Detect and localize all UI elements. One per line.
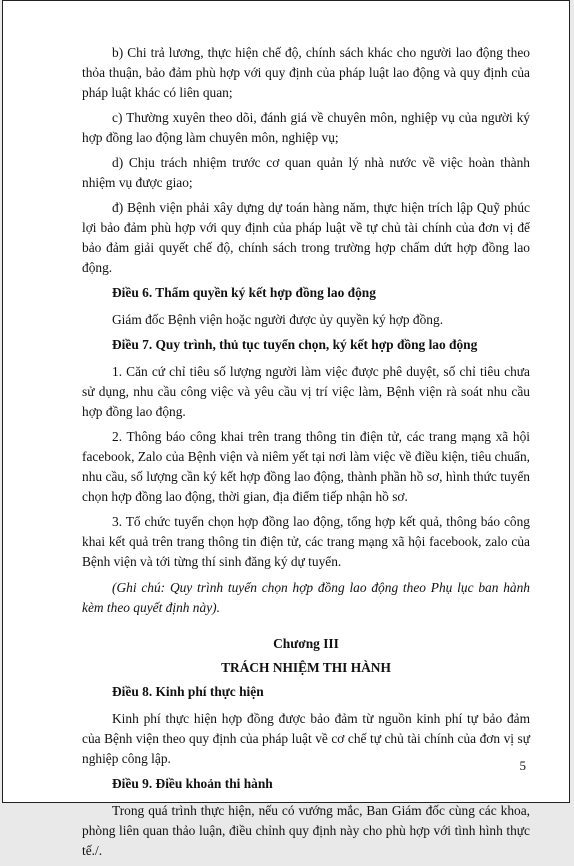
article-7-item-1: 1. Căn cứ chỉ tiêu số lượng người làm việc được phê duyệt, số chỉ tiêu chưa sử dụng, nhu cầu công việc và yêu cầu vị trí việc làm, Bệnh viện rà soát nhu cầu hợp đồng lao động. [82,364,530,419]
document-page [2,0,570,858]
article-7-note: (Ghi chú: Quy trình tuyển chọn hợp đồng lao động theo Phụ lục ban hành kèm theo quyết định này). [82,580,530,615]
page-number: 5 [519,758,526,773]
page-content [82,43,530,866]
paragraph-dd: đ) Bệnh viện phải xây dựng dự toán hàng năm, thực hiện trích lập Quỹ phúc lợi bảo đảm phù hợp với quy định của pháp luật về tự chủ tài chính của đơn vị để bảo đảm giải quyết chế độ, chính sách trong trường hợp chấm dứt hợp đồng lao động. [82,200,530,275]
article-9-body: Trong quá trình thực hiện, nếu có vướng mắc, Ban Giám đốc cùng các khoa, phòng liên quan thảo luận, điều chỉnh quy định này cho phù hợp với tình hình thực tế./. [82,803,530,858]
article-9-heading: Điều 9. Điều khoản thi hành [112,776,273,791]
paragraph-d: d) Chịu trách nhiệm trước cơ quan quản lý nhà nước về việc hoàn thành nhiệm vụ được giao; [82,155,530,190]
article-7-heading: Điều 7. Quy trình, thủ tục tuyển chọn, ký kết hợp đồng lao động [112,337,478,352]
article-8-body: Kinh phí thực hiện hợp đồng được bảo đảm từ nguồn kinh phí tự bảo đảm của Bệnh viện theo quy định của pháp luật về cơ chế tự chủ tài chính của đơn vị sự nghiệp công lập. [82,711,530,766]
article-8-heading: Điều 8. Kinh phí thực hiện [112,684,264,699]
article-7-item-2: 2. Thông báo công khai trên trang thông tin điện tử, các trang mạng xã hội facebook, Zalo của Bệnh viện và niêm yết tại nơi làm việc về điều kiện, tiêu chuẩn, nhu cầu, số lượng cần ký kết hợp đồng lao động, thành phần hồ sơ, hình thức tuyển chọn hợp đồng lao động, thời gian, địa điểm tiếp nhận hồ sơ. [82,429,530,504]
article-6-heading: Điều 6. Thẩm quyền ký kết hợp đồng lao động [112,285,376,300]
article-6-body: Giám đốc Bệnh viện hoặc người được ủy quyền ký hợp đồng. [112,312,444,327]
paragraph-b: b) Chi trả lương, thực hiện chế độ, chính sách khác cho người lao động theo thỏa thuận, bảo đảm phù hợp với quy định của pháp luật lao động và quy định của pháp luật khác có liên quan; [82,45,530,100]
article-7-item-3: 3. Tổ chức tuyển chọn hợp đồng lao động, tổng hợp kết quả, thông báo công khai kết quả trên trang thông tin điện tử, các trang mạng xã hội facebook, zalo của Bệnh viện và tới từng thí sinh đăng ký dự tuyển. [82,514,530,569]
paragraph-c: c) Thường xuyên theo dõi, đánh giá về chuyên môn, nghiệp vụ của người ký hợp đồng lao động làm chuyên môn, nghiệp vụ; [82,110,530,145]
chapter-label: Chương III [273,636,339,651]
chapter-title: TRÁCH NHIỆM THI HÀNH [221,660,391,675]
